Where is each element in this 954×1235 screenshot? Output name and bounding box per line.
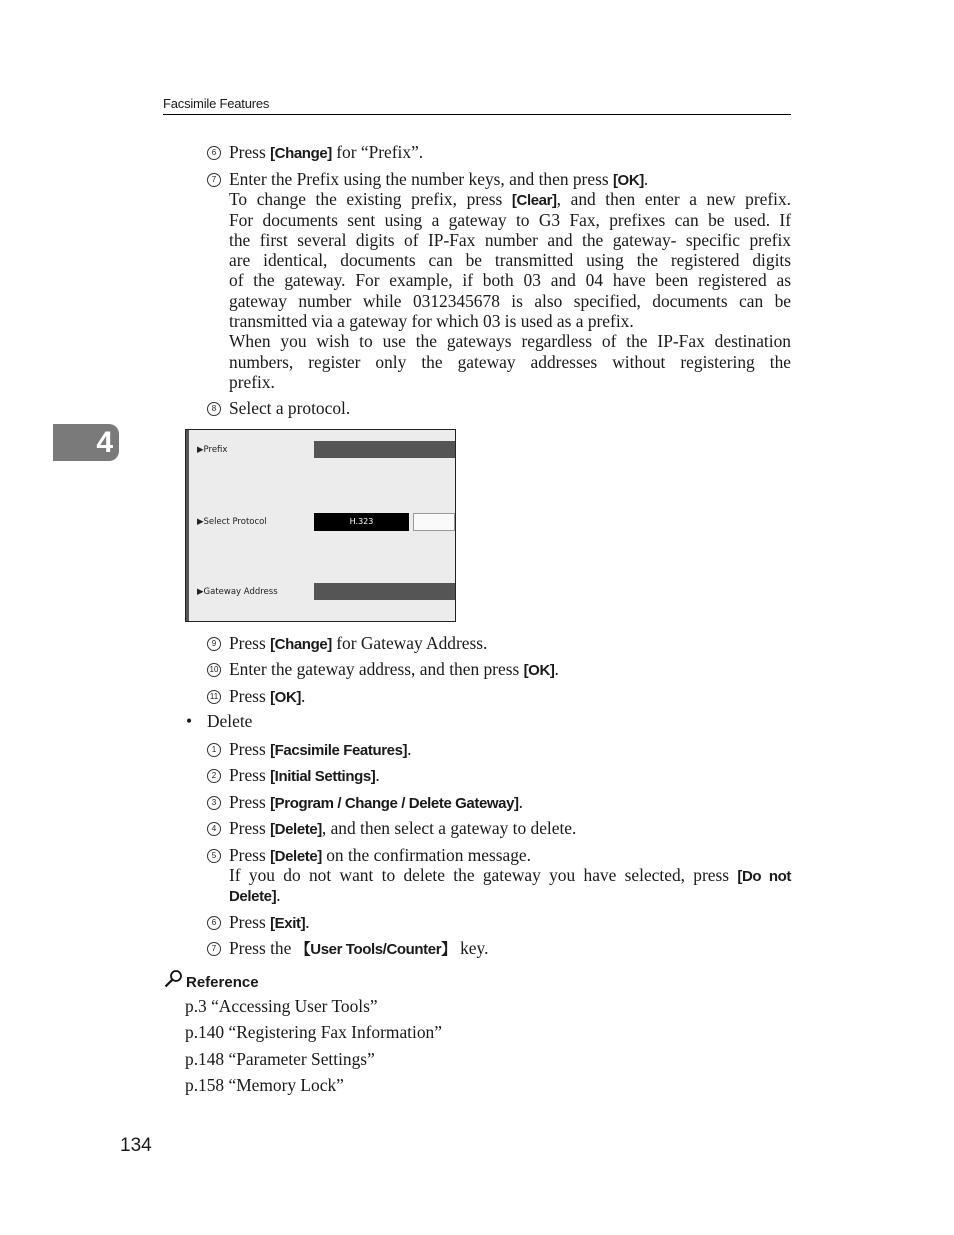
step-number: 1 (207, 743, 221, 757)
change-key: [Change] (270, 636, 332, 653)
step-number: 4 (207, 822, 221, 836)
step-number: 11 (207, 690, 221, 704)
step-text: for Gateway Address. (331, 633, 488, 653)
step-text: Press (229, 845, 271, 865)
step-text: key. (455, 938, 489, 958)
step-text: Press (229, 739, 271, 759)
step-text: Select a protocol. (229, 398, 351, 418)
step-text: Enter the gateway address, and then press (229, 659, 524, 679)
step-number: 2 (207, 769, 221, 783)
step-number: 6 (207, 916, 221, 930)
reference-link[interactable]: p.158 “Memory Lock” (185, 1075, 344, 1095)
step-text: , and then select a gateway to delete. (321, 818, 577, 838)
reference-magnifier-icon (164, 969, 184, 989)
reference-link[interactable]: p.148 “Parameter Settings” (185, 1049, 375, 1069)
step-text: Press the (229, 938, 296, 958)
note-line: gateway number while 0312345678 is also specified, documents can be (229, 290, 791, 311)
chapter-tab (53, 424, 119, 461)
screen-left-edge (186, 430, 189, 621)
ok-key: [OK] (523, 662, 555, 679)
reference-title: Reference (186, 974, 259, 991)
note-line: of the gateway. For example, if both 03 and 04 have been registered as (229, 270, 791, 291)
note-line: When you wish to use the gateways regardless of the IP-Fax destination (229, 331, 791, 352)
ok-key: [OK] (612, 172, 644, 189)
header-rule (163, 114, 791, 115)
program-change-delete-gateway-key: [Program / Change / Delete Gateway] (270, 795, 519, 812)
prefix-field[interactable] (314, 441, 455, 458)
step-text: . (643, 169, 649, 189)
delete-key: [Delete] (270, 821, 322, 838)
note-line: For documents sent using a gateway to G3 Fax, prefixes can be used. If (229, 209, 791, 230)
bullet-icon: • (186, 711, 193, 731)
running-header: Facsimile Features (163, 96, 270, 111)
step-number: 7 (207, 173, 221, 187)
do-not-delete-key: [Do not (737, 868, 791, 885)
step-text: Press (229, 912, 271, 932)
step-text: . (305, 912, 310, 932)
step-text: . (518, 792, 524, 812)
step-text: . (407, 739, 412, 759)
prefix-label: ▶Prefix (197, 445, 228, 455)
note-line: prefix. (229, 371, 275, 392)
step-number: 6 (207, 146, 221, 160)
reference-link[interactable]: p.140 “Registering Fax Information” (185, 1022, 442, 1042)
note-text: . (276, 885, 281, 905)
step-number: 3 (207, 796, 221, 810)
exit-key: [Exit] (270, 915, 306, 932)
step-number: 9 (207, 637, 221, 651)
select-protocol-label: ▶Select Protocol (197, 517, 267, 527)
step-text: Press (229, 765, 271, 785)
step-text: . (300, 686, 306, 706)
note-text: If you do not want to delete the gateway you have selected, press (229, 865, 738, 885)
step-text: . (554, 659, 559, 679)
clear-key: [Clear] (511, 192, 557, 209)
delete-key: [Delete] (270, 848, 322, 865)
note-line: the first several digits of IP-Fax number and the gateway- specific prefix (229, 229, 791, 250)
delete-bullet (186, 711, 253, 732)
note-text: To change the existing prefix, press (229, 189, 512, 209)
step-number: 5 (207, 849, 221, 863)
step-text: Press (229, 686, 271, 706)
step-number: 8 (207, 402, 221, 416)
step-text: Press (229, 792, 271, 812)
note-line: numbers, register only the gateway addresses without registering the (229, 351, 791, 372)
note-text: , and then enter a new prefix. (556, 189, 791, 209)
chapter-number: 4 (96, 426, 113, 459)
step-text: for “Prefix”. (331, 142, 424, 162)
initial-settings-key: [Initial Settings] (270, 768, 376, 785)
step-text: Enter the Prefix using the number keys, and then press (229, 169, 613, 189)
step-text: on the confirmation message. (321, 845, 532, 865)
page-number: 134 (120, 1135, 152, 1156)
h323-button[interactable]: H.323 (314, 513, 409, 531)
ok-key: [OK] (270, 689, 301, 706)
reference-link[interactable]: p.3 “Accessing User Tools” (185, 996, 378, 1016)
note-line: are identical, documents can be transmitted using the registered digits (229, 250, 791, 271)
step-text: Press (229, 142, 271, 162)
bullet-label: Delete (207, 711, 253, 731)
step-text: Press (229, 818, 271, 838)
gateway-address-label: ▶Gateway Address (197, 587, 278, 597)
step-number: 7 (207, 942, 221, 956)
step-number: 10 (207, 663, 221, 677)
step-text: Press (229, 633, 271, 653)
gateway-settings-screen (185, 429, 456, 622)
user-tools-counter-key: 【User Tools/Counter】 (295, 941, 456, 958)
gateway-address-field[interactable] (314, 583, 455, 600)
protocol-option-button[interactable] (413, 513, 455, 531)
do-not-delete-key: Delete] (229, 888, 277, 905)
note-line: transmitted via a gateway for which 03 is used as a prefix. (229, 311, 634, 331)
facsimile-features-key: [Facsimile Features] (270, 742, 408, 759)
step-text: . (375, 765, 380, 785)
change-key: [Change] (270, 145, 332, 162)
